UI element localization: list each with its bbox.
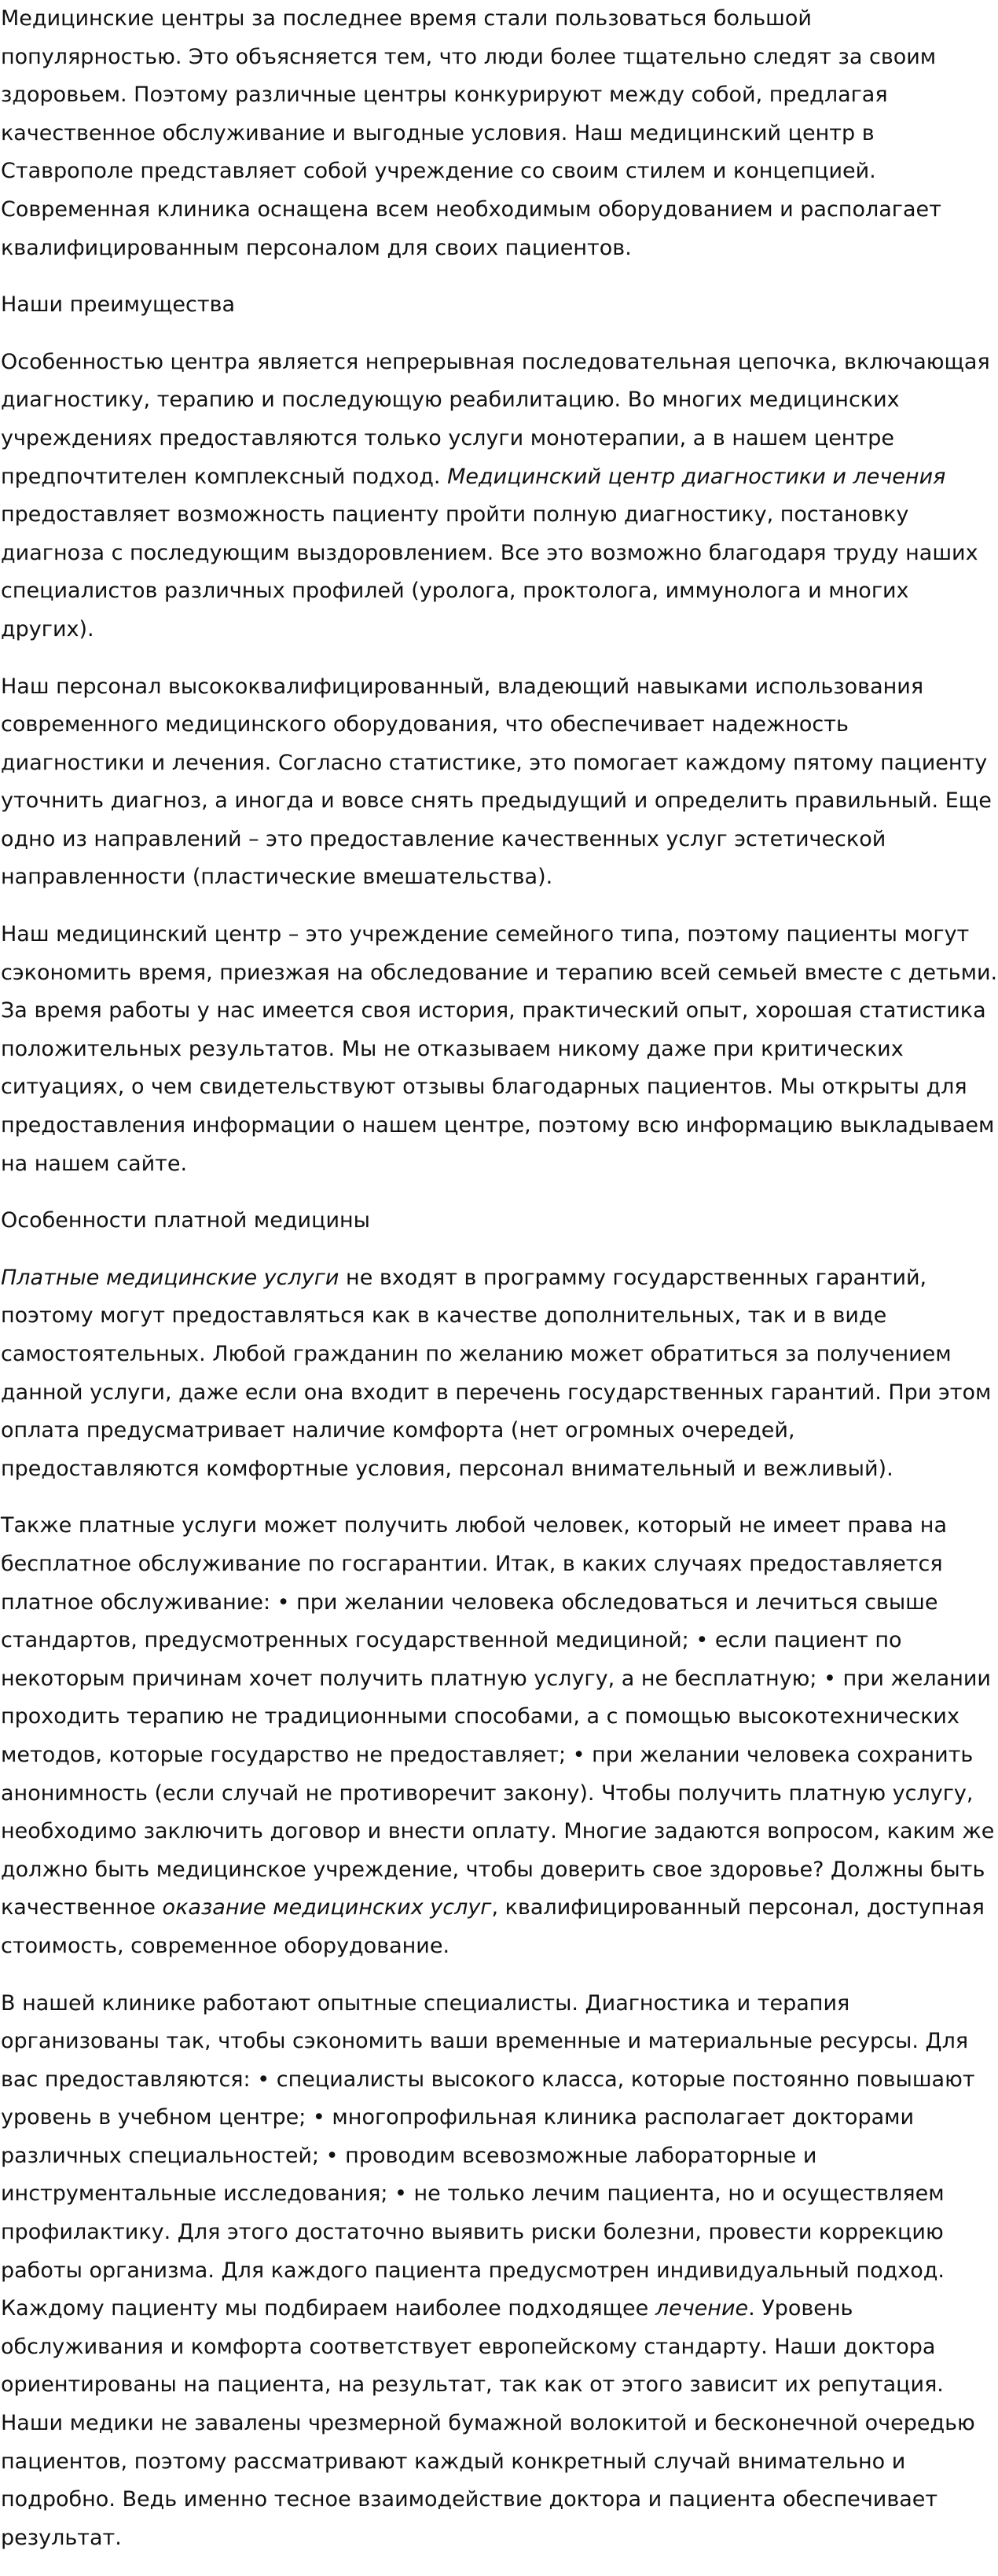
- paid-services-paragraph: [1, 1259, 998, 1489]
- center-link-text: Медицинский центр диагностики и лечения: [447, 464, 946, 489]
- advantages-heading: Наши преимущества: [1, 292, 236, 318]
- clinic-paragraph: [1, 1985, 998, 2558]
- approach-paragraph: [1, 344, 998, 649]
- paid-cases-text-start: Также платные услуги может получить любой человек, который не имеет права на бесплатное обслуживание по госгарантии. Итак, в каких случаях предоставляется платное обслуживание: • при желании человека обследоваться и лечиться свыше стандартов, предусмотренных государственной медициной; • если пациент по некоторым причинам хочет получить платную услугу, а не бесплатную; • при желании проходить терапию не традиционными способами, а с помощью высокотехнических методов, которые государство не предоставляет; • при желании человека сохранить анонимность (если случай не противоречит закону). Чтобы получить платную услугу, необходимо заключить договор и внести оплату. Многие задаются вопросом, каким же должно быть медицинское учреждение, чтобы доверить свое здоровье? Должны быть качественное: [1, 1513, 995, 1920]
- clinic-text-start: В нашей клинике работают опытные специалисты. Диагностика и терапия организованы так, чтобы сэкономить ваши временные и материальные ресурсы. Для вас предоставляются: • специалисты высокого класса, которые постоянно повышают уровень в учебном центре; • многопрофильная клиника располагает докторами различных специальностей; • проводим всевозможные лабораторные и инструментальные исследования; • не только лечим пациента, но и осуществляем профилактику. Для этого достаточно выявить риски болезни, провести коррекцию работы организма. Для каждого пациента предусмотрен индивидуальный подход. Каждому пациенту мы подбираем наиболее подходящее: [1, 1990, 975, 2321]
- medical-services-emphasis: оказание медицинских услуг: [162, 1895, 492, 1920]
- clinic-text-end: . Уровень обслуживания и комфорта соответствует европейскому стандарту. Наши доктора ориентированы на пациента, на результат, так как от этого зависит их репутация. Наши медики не завалены чрезмерной бумажной волокитой и бесконечной очередью пациентов, поэтому рассматривают каждый конкретный случай внимательно и подробно. Ведь именно тесное взаимодействие доктора и пациента обеспечивает результат.: [1, 2296, 975, 2550]
- paid-cases-paragraph: [1, 1507, 998, 1965]
- staff-paragraph: Наш персонал высококвалифицированный, владеющий навыками использования современного медицинского оборудования, что обеспечивает надежность диагностики и лечения. Согласно статистике, это помогает каждому пятому пациенту уточнить диагноз, а иногда и вовсе снять предыдущий и определить правильный. Еще одно из направлений – это предоставление качественных услуг эстетической направленности (пластические вмешательства).: [1, 674, 992, 890]
- family-paragraph: Наш медицинский центр – это учреждение семейного типа, поэтому пациенты могут сэкономить время, приезжая на обследование и терапию всей семьей вместе с детьми. За время работы у нас имеется своя история, практический опыт, хорошая статистика положительных результатов. Мы не отказываем никому даже при критических ситуациях, о чем свидетельствуют отзывы благодарных пациентов. Мы открыты для предоставления информации о нашем центре, поэтому всю информацию выкладываем на нашем сайте.: [1, 922, 998, 1176]
- paid-services-emphasis: Платные медицинские услуги: [1, 1265, 339, 1290]
- approach-text-end: предоставляет возможность пациенту пройти полную диагностику, постановку диагноза с последующим выздоровлением. Все это возможно благодаря труду наших специалистов различных профилей (уролога, проктолога, иммунолога и многих других).: [1, 502, 978, 641]
- paid-services-text: не входят в программу государственных гарантий, поэтому могут предоставляться как в качестве дополнительных, так и в виде самостоятельных. Любой гражданин по желанию может обратиться за получением данной услуги, даже если она входит в перечень государственных гарантий. При этом оплата предусматривает наличие комфорта (нет огромных очередей, предоставляются комфортные условия, персонал внимательный и вежливый).: [1, 1265, 992, 1481]
- approach-text-start: Особенностью центра является непрерывная последовательная цепочка, включающая диагностику, терапию и последующую реабилитацию. Во многих медицинских учреждениях предоставляются только услуги монотерапии, а в нашем центре предпочтителен комплексный подход.: [1, 349, 990, 489]
- paid-cases-text-end: , квалифицированный персонал, доступная стоимость, современное оборудование.: [1, 1895, 985, 1958]
- treatment-emphasis: лечение: [655, 2296, 749, 2321]
- intro-paragraph: Медицинские центры за последнее время стали пользоваться большой популярностью. Это объясняется тем, что люди более тщательно следят за своим здоровьем. Поэтому различные центры конкурируют между собой, предлагая качественное обслуживание и выгодные условия. Наш медицинский центр в Ставрополе представляет собой учреждение со своим стилем и концепцией. Современная клиника оснащена всем необходимым оборудованием и располагает квалифицированным персоналом для своих пациентов.: [1, 6, 941, 260]
- paid-medicine-heading: Особенности платной медицины: [1, 1208, 370, 1233]
